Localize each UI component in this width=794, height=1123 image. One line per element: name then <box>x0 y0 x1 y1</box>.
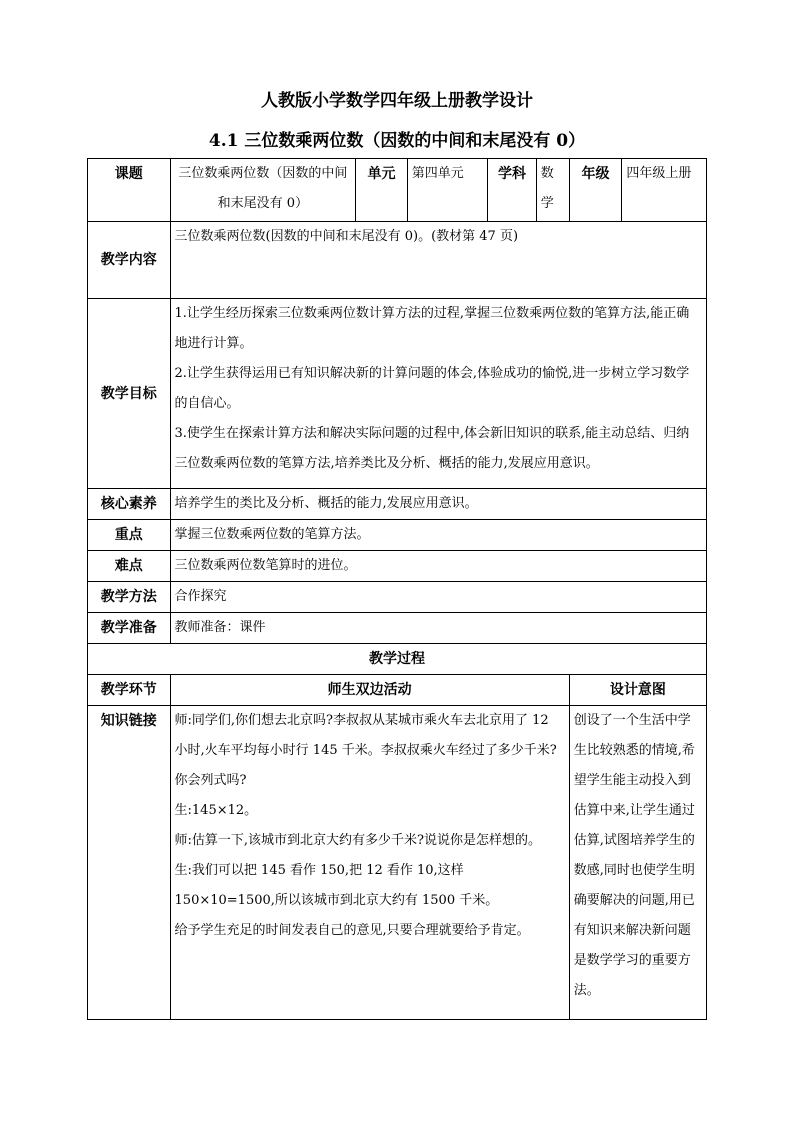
content-label: 教学内容 <box>88 222 171 299</box>
prep-value: 教师准备：课件 <box>170 613 706 644</box>
subject-label: 学科 <box>488 159 536 222</box>
goals-list <box>170 299 706 489</box>
key-point-label: 重点 <box>88 520 171 551</box>
process-row <box>88 706 707 1020</box>
subject-value: 数学 <box>536 159 569 222</box>
unit-value: 第四单元 <box>407 159 487 222</box>
prep-label: 教学准备 <box>88 613 171 644</box>
process-title-row <box>88 644 707 675</box>
activity-line-3: 师:估算一下,该城市到北京大约有多少千米?说说你是怎样想的。 <box>174 833 542 848</box>
content-value: 三位数乘两位数(因数的中间和末尾没有 0)。(教材第 47 页) <box>170 222 706 299</box>
col-activity-header: 师生双边活动 <box>170 675 569 706</box>
activity-line-1: 师:同学们,你们想去北京吗?李叔叔从某城市乘火车去北京用了 12 小时,火车平均每小时行 145 千米。李叔叔乘火车经过了多少千米?你会列式吗? <box>174 713 557 788</box>
topic-label: 课题 <box>88 159 171 222</box>
goal-item-2: 2.让学生获得运用已有知识解决新的计算问题的体会,体验成功的愉悦,进一步树立学习数学的自信心。 <box>174 366 690 411</box>
topic-value: 三位数乘两位数（因数的中间和末尾没有 0） <box>170 159 356 222</box>
lesson-subtitle: 4.1 三位数乘两位数（因数的中间和末尾没有 0） <box>208 131 586 151</box>
activity-line-5: 给予学生充足的时间发表自己的意见,只要合理就要给予肯定。 <box>174 923 530 938</box>
literacy-row <box>88 489 707 520</box>
stage-cell: 知识链接 <box>88 706 171 1020</box>
activity-line-2: 生:145×12。 <box>174 803 258 818</box>
intent-cell: 创设了一个生活中学生比较熟悉的情境,希望学生能主动投入到估算中来,让学生通过估算,试图培养学生的数感,同时也使学生明确要解决的问题,用已有知识来解决新问题是数学学习的重要方法。 <box>569 706 706 1020</box>
process-title: 教学过程 <box>88 644 707 675</box>
goal-item-3: 3.使学生在探索计算方法和解决实际问题的过程中,体会新旧知识的联系,能主动总结、归纳三位数乘两位数的笔算方法,培养类比及分析、概括的能力,发展应用意识。 <box>174 426 690 471</box>
method-row <box>88 582 707 613</box>
grade-value: 四年级上册 <box>622 159 707 222</box>
unit-label: 单元 <box>356 159 408 222</box>
prep-row <box>88 613 707 644</box>
goals-label: 教学目标 <box>88 299 171 489</box>
activity-cell <box>170 706 569 1020</box>
difficulty-value: 三位数乘两位数笔算时的进位。 <box>170 551 706 582</box>
goals-row <box>88 299 707 489</box>
process-header-row <box>88 675 707 706</box>
goal-item-1: 1.让学生经历探索三位数乘两位数计算方法的过程,掌握三位数乘两位数的笔算方法,能正确地进行计算。 <box>174 306 690 351</box>
content-row <box>88 222 707 299</box>
col-stage-header: 教学环节 <box>88 675 171 706</box>
document-title: 人教版小学数学四年级上册教学设计 <box>261 91 533 111</box>
difficulty-row <box>88 551 707 582</box>
method-value: 合作探究 <box>170 582 706 613</box>
lesson-plan-table <box>87 158 707 1020</box>
key-point-value: 掌握三位数乘两位数的笔算方法。 <box>170 520 706 551</box>
literacy-label: 核心素养 <box>88 489 171 520</box>
literacy-value: 培养学生的类比及分析、概括的能力,发展应用意识。 <box>170 489 706 520</box>
difficulty-label: 难点 <box>88 551 171 582</box>
method-label: 教学方法 <box>88 582 171 613</box>
header-row <box>88 159 707 222</box>
col-intent-header: 设计意图 <box>569 675 706 706</box>
grade-label: 年级 <box>569 159 622 222</box>
key-point-row <box>88 520 707 551</box>
activity-line-4: 生:我们可以把 145 看作 150,把 12 看作 10,这样 150×10=1500,所以该城市到北京大约有 1500 千米。 <box>174 863 499 908</box>
